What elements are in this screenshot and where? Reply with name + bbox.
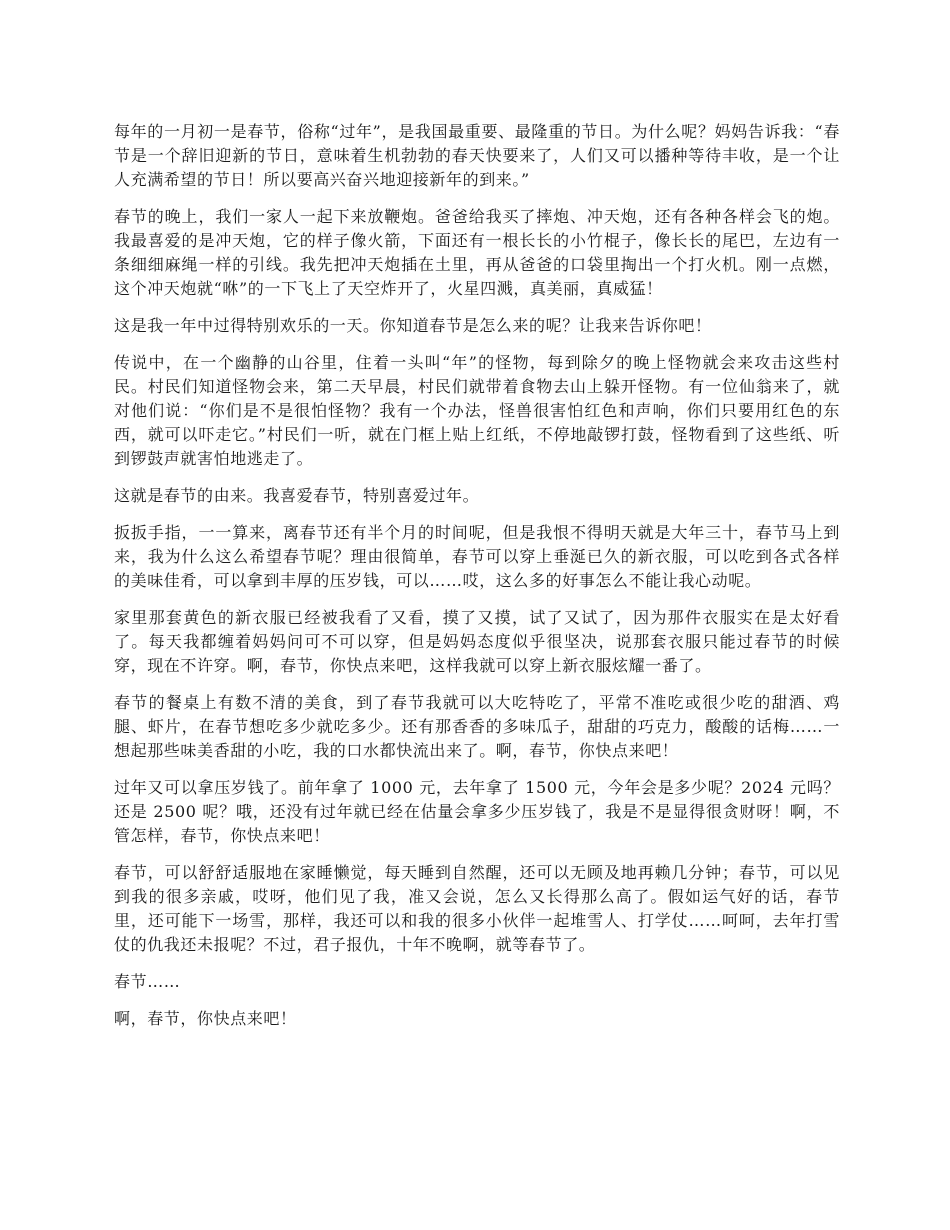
paragraph-10: 春节，可以舒舒适服地在家睡懒觉，每天睡到自然醒，还可以无顾及地再赖几分钟；春节，可以见到我的很多亲戚，哎呀，他们见了我，准又会说，怎么又长得那么高了。假如运气好的话，春节里，还可能下一场雪，那样，我还可以和我的很多小伙伴一起堆雪人、打学仗……呵呵，去年打雪仗的仇我还未报呢？不过，君子报仇，十年不晚啊，就等春节了。	[114, 863, 840, 954]
paragraph-4: 传说中，在一个幽静的山谷里，住着一头叫“年”的怪物，每到除夕的晚上怪物就会来攻击这些村民。村民们知道怪物会来，第二天早晨，村民们就带着食物去山上躲开怪物。有一位仙翁来了，就对他们说：“你们是不是很怕怪物？我有一个办法，怪兽很害怕红色和声响，你们只要用红色的东西，就可以吓走它。”村民们一听，就在门框上贴上红纸，不停地敲锣打鼓，怪物看到了这些纸、听到锣鼓声就害怕地逃走了。	[114, 353, 840, 468]
paragraph-9: 过年又可以拿压岁钱了。前年拿了 1000 元，去年拿了 1500 元，今年会是多少呢？2024 元吗？还是 2500 呢？哦，还没有过年就已经在估量会拿多少压岁钱了，我是不是显得很贪财呀！啊，不管怎样，春节，你快点来吧！	[114, 778, 840, 845]
paragraph-6: 扳扳手指，一一算来，离春节还有半个月的时间呢，但是我恨不得明天就是大年三十，春节马上到来，我为什么这么希望春节呢？理由很简单，春节可以穿上垂涎已久的新衣服，可以吃到各式各样的美味佳肴，可以拿到丰厚的压岁钱，可以……哎，这么多的好事怎么不能让我心动呢。	[114, 523, 840, 590]
paragraph-1: 每年的一月初一是春节，俗称“过年”，是我国最重要、最隆重的节日。为什么呢？妈妈告诉我：“春节是一个辞旧迎新的节日，意味着生机勃勃的春天快要来了，人们又可以播种等待丰收，是一个让人充满希望的节日！所以要高兴奋兴地迎接新年的到来。”	[114, 122, 840, 189]
paragraph-2: 春节的晚上，我们一家人一起下来放鞭炮。爸爸给我买了摔炮、冲天炮，还有各种各样会飞的炮。我最喜爱的是冲天炮，它的样子像火箭，下面还有一根长长的小竹棍子，像长长的尾巴，左边有一条细细麻绳一样的引线。我先把冲天炮插在土里，再从爸爸的口袋里掏出一个打火机。刚一点燃，这个冲天炮就“咻”的一下飞上了天空炸开了，火星四溅，真美丽，真威猛！	[114, 207, 840, 298]
paragraph-7: 家里那套黄色的新衣服已经被我看了又看，摸了又摸，试了又试了，因为那件衣服实在是太好看了。每天我都缠着妈妈问可不可以穿，但是妈妈态度似乎很坚决，说那套衣服只能过春节的时候穿，现在不许穿。啊，春节，你快点来吧，这样我就可以穿上新衣服炫耀一番了。	[114, 608, 840, 675]
paragraph-3: 这是我一年中过得特别欢乐的一天。你知道春节是怎么来的呢？让我来告诉你吧！	[114, 316, 712, 335]
paragraph-11: 春节……	[114, 972, 181, 991]
paragraph-12: 啊，春节，你快点来吧！	[114, 1009, 297, 1028]
paragraph-8: 春节的餐桌上有数不清的美食，到了春节我就可以大吃特吃了，平常不准吃或很少吃的甜酒、鸡腿、虾片，在春节想吃多少就吃多少。还有那香香的多味瓜子，甜甜的巧克力，酸酸的话梅……一想起那些味美香甜的小吃，我的口水都快流出来了。啊，春节，你快点来吧！	[114, 693, 840, 760]
document-body	[114, 120, 840, 1044]
paragraph-5: 这就是春节的由来。我喜爱春节，特别喜爱过年。	[114, 486, 480, 505]
